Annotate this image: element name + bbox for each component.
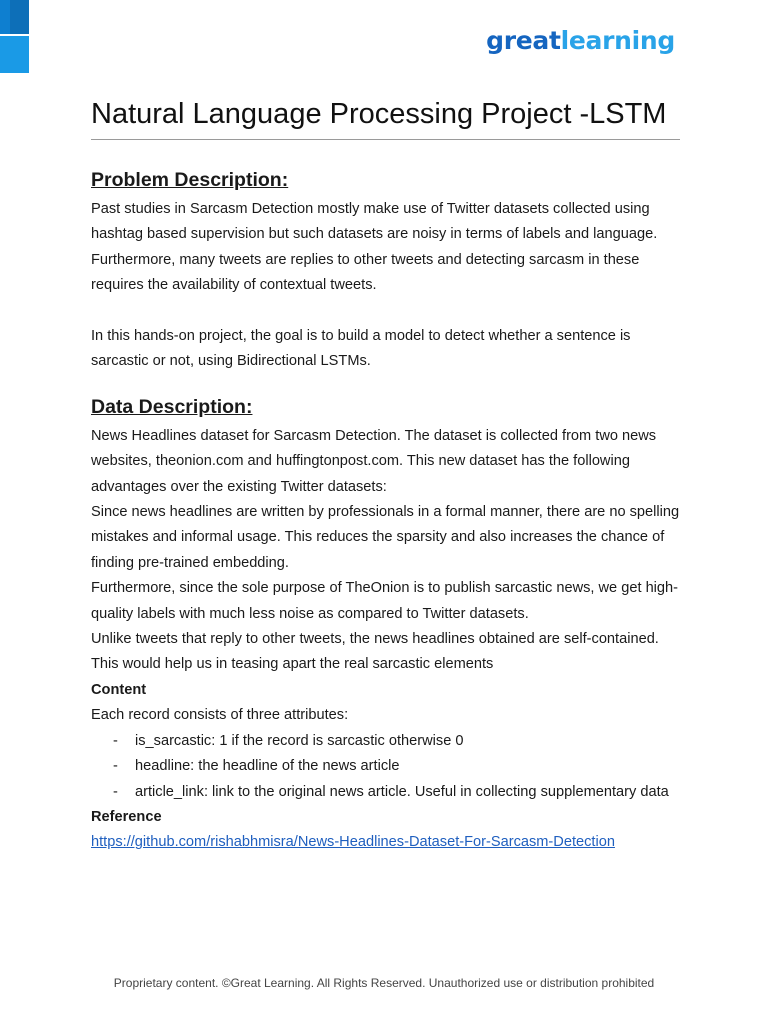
logo-word-great: great [486, 26, 561, 55]
title-divider [91, 139, 680, 140]
list-item: - article_link: link to the original news article. Useful in collecting supplementary data [113, 783, 669, 800]
content-heading: Content [91, 681, 147, 698]
corner-accent-bar [10, 0, 29, 34]
list-item: - is_sarcastic: 1 if the record is sarcastic otherwise 0 [113, 732, 464, 749]
attribute-text: is_sarcastic: 1 if the record is sarcastic otherwise 0 [135, 732, 464, 749]
greatlearning-logo [486, 28, 675, 53]
data-paragraph-1: News Headlines dataset for Sarcasm Detection. The dataset is collected from two news websites, theonion.com and huffingtonpost.com. This new dataset has the following advantages over the existing Twitter datasets: [91, 427, 657, 495]
footer-notice: Proprietary content. ©Great Learning. All Rights Reserved. Unauthorized use or distribution prohibited [113, 976, 655, 990]
attribute-list [91, 729, 681, 805]
reference-heading: Reference [91, 808, 162, 825]
content-intro: Each record consists of three attributes: [91, 707, 349, 724]
page-title: Natural Language Processing Project -LSTM [91, 98, 667, 130]
data-paragraph-3: Furthermore, since the sole purpose of TheOnion is to publish sarcastic news, we get high-quality labels with much less noise as compared to Twitter datasets. [91, 580, 679, 622]
problem-description-heading: Problem Description: [91, 169, 289, 191]
list-item: - headline: the headline of the news article [113, 758, 400, 775]
reference-link[interactable]: https://github.com/rishabhmisra/News-Headlines-Dataset-For-Sarcasm-Detection [91, 834, 615, 851]
corner-accent-bar [0, 36, 29, 73]
logo-word-learning: learning [560, 26, 675, 55]
problem-paragraph-2: In this hands-on project, the goal is to build a model to detect whether a sentence is sarcastic or not, using Bidirectional LSTMs. [91, 328, 631, 370]
attribute-text: article_link: link to the original news article. Useful in collecting supplementary data [135, 783, 669, 800]
problem-paragraph-1: Past studies in Sarcasm Detection mostly make use of Twitter datasets collected using hashtag based supervision but such datasets are noisy in terms of labels and language. Furthermore, many tweets are replies to other tweets and detecting sarcasm in these requires the availability of contextual tweets. [91, 201, 658, 294]
data-paragraph-4: Unlike tweets that reply to other tweets, the news headlines obtained are self-contained. This would help us in teasing apart the real sarcastic elements [91, 631, 659, 673]
attribute-text: headline: the headline of the news article [135, 758, 400, 775]
data-paragraph-2: Since news headlines are written by professionals in a formal manner, there are no spelling mistakes and informal usage. This reduces the sparsity and also increases the chance of finding pre-trained embedding. [91, 504, 680, 571]
data-description-heading: Data Description: [91, 395, 253, 418]
document-body [91, 163, 681, 856]
corner-accent-bar [0, 0, 10, 34]
